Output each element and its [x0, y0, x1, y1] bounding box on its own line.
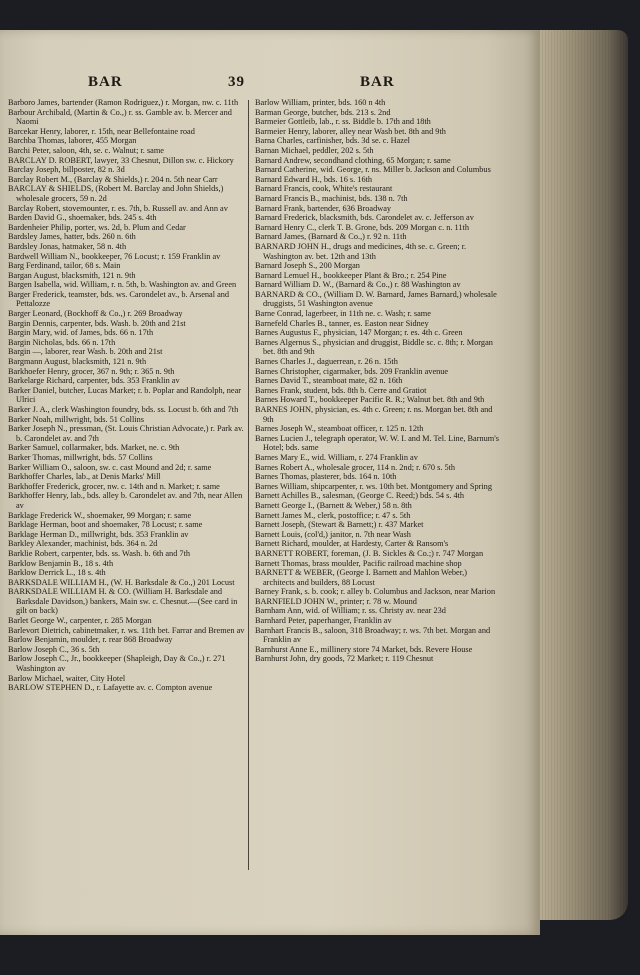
directory-entry: Barboro James, bartender (Ramon Rodriguez,) r. Morgan, nw. c. 11th [8, 98, 239, 107]
directory-entry: Barmeier Gottleib, lab., r. ss. Biddle b. 17th and 18th [255, 117, 431, 127]
directory-entry: Barchba Thomas, laborer, 455 Morgan [8, 136, 137, 146]
book-page-edges [530, 30, 628, 920]
directory-entry: Barnard Frederick, blacksmith, bds. Carondelet av. c. Jefferson av [255, 213, 474, 223]
directory-entry: Barnes Augustus F., physician, 147 Morgan; r. es. 4th c. Green [255, 328, 463, 338]
directory-entry: Barnard Francis, cook, White's restaurant [255, 184, 393, 194]
directory-entry: BARKSDALE WILLIAM H., (W. H. Barksdale & Co.,) 201 Locust [8, 577, 235, 587]
directory-entry: BARNARD & CO., (William D. W. Barnard, James Barnard,) wholesale druggists, 51 Washington avenue [255, 289, 497, 309]
directory-entry: Barker Daniel, butcher, Lucas Market; r. b. Poplar and Randolph, near Ulrici [8, 385, 242, 405]
directory-entry: Barlow Joseph C., Jr., bookkeeper (Shapleigh, Day & Co.,) r. 271 Washington av [8, 654, 226, 674]
directory-entry: Barlet George W., carpenter, r. 285 Morgan [8, 616, 152, 626]
directory-entry: Barnhurst John, dry goods, 72 Market; r. 119 Chesnut [255, 654, 434, 664]
directory-entry: Barnefeld Charles B., tanner, es. Easton near Sidney [255, 318, 429, 328]
directory-entry: Barnes Algernus S., physician and druggist, Biddle sc. c. 8th; r. Morgan bet. 8th and 9th [255, 337, 493, 357]
directory-entry: Barklage Herman D., millwright, bds. 353 Franklin av [8, 529, 189, 539]
directory-entry: Bargin —, laborer, rear Wash. b. 20th and 21st [8, 347, 163, 357]
directory-entry: Barkley Alexander, machinist, bds. 364 n. 2d [8, 539, 158, 549]
directory-entry: Barker Thomas, millwright, bds. 57 Collins [8, 452, 153, 462]
directory-entry: Barnard Edward H., bds. 16 s. 16th [255, 174, 373, 184]
directory-entry: Barnett Achilles B., salesman, (George C. Reed;) bds. 54 s. 4th [255, 491, 465, 501]
directory-entry: Barlow Benjamin, moulder, r. rear 868 Broadway [8, 635, 173, 645]
directory-entry: Bardsley Jonas, hatmaker, 58 n. 4th [8, 241, 127, 251]
directory-entry: BARLOW STEPHEN D., r. Lafayette av. c. Compton avenue [8, 683, 213, 693]
page-number: 39 [228, 74, 245, 90]
directory-entry: Barker William O., saloon, sw. c. cast Mound and 2d; r. same [8, 462, 212, 472]
directory-entry: Barg Ferdinand, tailor, 68 s. Main [8, 261, 121, 271]
directory-entry: BARKSDALE WILLIAM H. & CO. (William H. Barksdale and Barksdale Davidson,) bankers, Main sw. c. Chesnut.—(See card in gilt on back) [8, 587, 238, 616]
directory-entry: Barnes Robert A., wholesale grocer, 114 n. 2nd; r. 670 s. 5th [255, 462, 456, 472]
directory-entry: Barnes Frank, student, bds. 8th b. Cerre and Gratiot [255, 385, 427, 395]
directory-entry: Barnett James M., clerk, postoffice; r. 47 s. 5th [255, 510, 411, 520]
directory-entry: Bardsley James, hatter, bds. 260 n. 6th [8, 232, 136, 242]
directory-entry: Barnan Michael, peddler, 202 s. 5th [255, 145, 374, 155]
directory-entry: BARNETT & WEBER, (George I. Barnett and Mahlon Weber,) architects and builders, 88 Locust [255, 568, 467, 587]
directory-entry: Barlow Joseph C., 36 s. 5th [8, 644, 100, 654]
directory-entry: Barklow Benjamin B., 18 s. 4th [8, 558, 114, 568]
directory-entry: Barklage Herman, boot and shoemaker, 78 Locust; r. same [8, 520, 203, 530]
directory-entry: Barklage Frederick W., shoemaker, 99 Morgan; r. same [8, 510, 192, 520]
directory-entry: Barcekar Henry, laborer, r. 15th, near Bellefontaine road [8, 126, 195, 136]
directory-entry: Barkhoffer Henry, lab., bds. alley b. Carondelet av. and 7th, near Allen av [8, 491, 243, 510]
directory-entry: Barnes Howard T., bookkeeper Pacific R. R.; Walnut bet. 8th and 9th [255, 395, 485, 405]
directory-entry: Barman George, butcher, bds. 213 s. 2nd [255, 107, 391, 117]
directory-entry: Barnett Thomas, brass moulder, Pacific railroad machine shop [255, 558, 462, 568]
directory-entry: Barnard Francis B., machinist, bds. 138 n. 7th [255, 193, 408, 203]
directory-entry: Barker Noah, millwright, bds. 51 Collins [8, 414, 144, 424]
directory-entry: Barnes Lucien J., telegraph operator, W. W. I. and M. Tel. Line, Barnum's Hotel; bds. same [255, 433, 499, 453]
directory-entry: Barlow Michael, waiter, City Hotel [8, 673, 126, 683]
directory-entry: Barclay Robert M., (Barclay & Shields,) r. 204 n. 5th near Carr [8, 174, 218, 184]
directory-entry: Barney Frank, s. b. cook; r. alley b. Columbus and Jackson, near Marion [255, 587, 496, 597]
directory-entry: Barnard Catherine, wid. George, r. ns. Miller b. Jackson and Columbus [255, 165, 491, 175]
directory-entry: Barden David G., shoemaker, bds. 245 s. 4th [8, 213, 157, 223]
directory-entry: Barnes David T., steamboat mate, 82 n. 16th [255, 376, 403, 386]
directory-entry: Barnard Andrew, secondhand clothing, 65 Morgan; r. same [255, 155, 451, 165]
page-header [0, 74, 540, 96]
directory-entry: Bardwell William N., bookkeeper, 76 Locust; r. 159 Franklin av [8, 251, 221, 261]
directory-entry: Barlevort Dietrich, cabinetmaker, r. ws. 11th bet. Farrar and Bremen av [8, 625, 245, 635]
directory-entry: Barna Charles, carfinisher, bds. 3d se. c. Hazel [255, 136, 410, 146]
directory-entry: BARNETT ROBERT, foreman, (J. B. Sickles & Co.;) r. 747 Morgan [255, 548, 484, 558]
directory-entry: Barnard Lemuel H., bookkeeper Plant & Bro.; r. 254 Pine [255, 270, 447, 280]
directory-entry: Barnard James, (Barnard & Co.,) r. 92 n. 11th [255, 232, 407, 242]
directory-entry: Barmeier Henry, laborer, alley near Wash bet. 8th and 9th [255, 126, 446, 136]
directory-entry: Barlow William, printer, bds. 160 n 4th [255, 98, 386, 107]
directory-entry: Barnes Charles J., daguerrean, r. 26 n. 15th [255, 357, 398, 367]
directory-entry: Barkhoefer Henry, grocer, 367 n. 9th; r. 365 n. 9th [8, 366, 175, 376]
directory-entry: Barker Joseph N., pressman, (St. Louis Christian Advocate,) r. Park av. b. Carondelet av. and 7th [8, 424, 244, 443]
directory-entry: BARNARD JOHN H., drugs and medicines, 4th se. c. Green; r. Washington av. bet. 12th and 13th [255, 241, 467, 261]
directory-entry: Barnett Louis, (col'd,) janitor, n. 7th near Wash [255, 529, 411, 539]
column-divider [248, 100, 249, 870]
directory-entry: Bargen Isabella, wid. William, r. n. 5th, b. Washington av. and Green [8, 280, 237, 290]
directory-entry: Bargmann August, blacksmith, 121 n. 9th [8, 357, 147, 367]
left-column [8, 98, 246, 693]
directory-entry: Barnard Frank, bartender, 636 Broadway [255, 203, 392, 213]
directory-entry: Barger Frederick, teamster, bds. ws. Carondelet av., b. Arsenal and Pettalozze [8, 289, 230, 309]
directory-entry: Barger Leonard, (Bockhoff & Co.,) r. 269 Broadway [8, 309, 183, 319]
directory-entry: Barnett Joseph, (Stewart & Barnett;) r. 437 Market [255, 520, 424, 530]
directory-entry: Bargan August, blacksmith, 121 n. 9th [8, 270, 136, 280]
directory-entry: Barclay Robert, stovemounter, r. es. 7th, b. Russell av. and Ann av [8, 203, 228, 213]
directory-entry: Barnard Henry C., clerk T. B. Grone, bds. 209 Morgan c. n. 11th [255, 222, 469, 232]
directory-entry: Barklow Derrick L., 18 s. 4th [8, 568, 106, 578]
right-column [255, 98, 500, 664]
directory-entry: Barnes Thomas, plasterer, bds. 164 n. 10th [255, 472, 397, 482]
directory-entry: Barnham Ann, wid. of William; r. ss. Christy av. near 23d [255, 606, 446, 616]
directory-entry: Barkhoffer Frederick, grocer, nw. c. 14th and n. Market; r. same [8, 481, 220, 491]
directory-entry: Barchi Peter, saloon, 4th, se. c. Walnut; r. same [8, 145, 164, 155]
directory-entry: Barnes Christopher, cigarmaker, bds. 209 Franklin avenue [255, 366, 449, 376]
header-right-keyword: BAR [360, 74, 395, 90]
directory-entry: Barklie Robert, carpenter, bds. ss. Wash. b. 6th and 7th [8, 548, 191, 558]
directory-entry: Barnard William D. W., (Barnard & Co.,) r. 88 Washington av [255, 280, 461, 290]
directory-entry: Barnett Richard, moulder, at Hardesty, Carter & Ransom's [255, 539, 449, 549]
directory-entry: Barnard Joseph S., 200 Morgan [255, 261, 360, 271]
directory-entry: Bargin Mary, wid. of James, bds. 66 n. 17th [8, 328, 154, 338]
directory-entry: BARNFIELD JOHN W., printer; r. 78 w. Mound [255, 596, 417, 606]
directory-entry: Barnett George I., (Barnett & Weber,) 58 n. 8th [255, 500, 412, 510]
directory-entry: Barker Samuel, collarmaker, bds. Market, ne. c. 9th [8, 443, 180, 453]
directory-entry: Barkelarge Richard, carpenter, bds. 353 Franklin av [8, 376, 180, 386]
directory-entry: Bardenheier Philip, porter, ws. 2d, b. Plum and Cedar [8, 222, 186, 232]
directory-entry: Bargin Dennis, carpenter, bds. Wash. b. 20th and 21st [8, 318, 186, 328]
directory-entry: Barnhurst Anne E., millinery store 74 Market, bds. Revere House [255, 644, 473, 654]
directory-entry: Barkhoffer Charles, lab., at Denis Marks' Mill [8, 472, 161, 482]
directory-entry: BARCLAY & SHIELDS, (Robert M. Barclay and John Shields,) wholesale grocers, 59 n. 2d [8, 184, 224, 203]
directory-entry: BARCLAY D. ROBERT, lawyer, 33 Chesnut, Dillon sw. c. Hickory [8, 155, 234, 165]
directory-entry: Barnes Joseph W., steamboat officer, r. 125 n. 12th [255, 424, 424, 434]
directory-entry: Barne Conrad, lagerbeer, in 11th ne. c. Wash; r. same [255, 309, 431, 319]
directory-entry: Barnes Mary E., wid. William, r. 274 Franklin av [255, 452, 418, 462]
directory-entry: Bargin Nicholas, bds. 66 n. 17th [8, 337, 116, 347]
directory-entry: Barnhart Francis B., saloon, 318 Broadway; r. ws. 7th bet. Morgan and Franklin av [255, 625, 491, 645]
directory-entry: Barbour Archibald, (Martin & Co.,) r. ss. Gamble av. b. Mercer and Naomi [8, 107, 232, 127]
header-left-keyword: BAR [88, 74, 123, 90]
directory-entry: Barnhard Peter, paperhanger, Franklin av [255, 616, 392, 626]
directory-entry: Barnes William, shipcarpenter, r. ws. 10th bet. Montgomery and Spring [255, 481, 492, 491]
directory-entry: Barclay Joseph, billposter, 82 n. 3d [8, 165, 125, 175]
directory-entry: Barker J. A., clerk Washington foundry, bds. ss. Locust b. 6th and 7th [8, 405, 239, 414]
directory-entry: BARNES JOHN, physician, es. 4th c. Green; r. ns. Morgan bet. 8th and 9th [255, 405, 493, 424]
